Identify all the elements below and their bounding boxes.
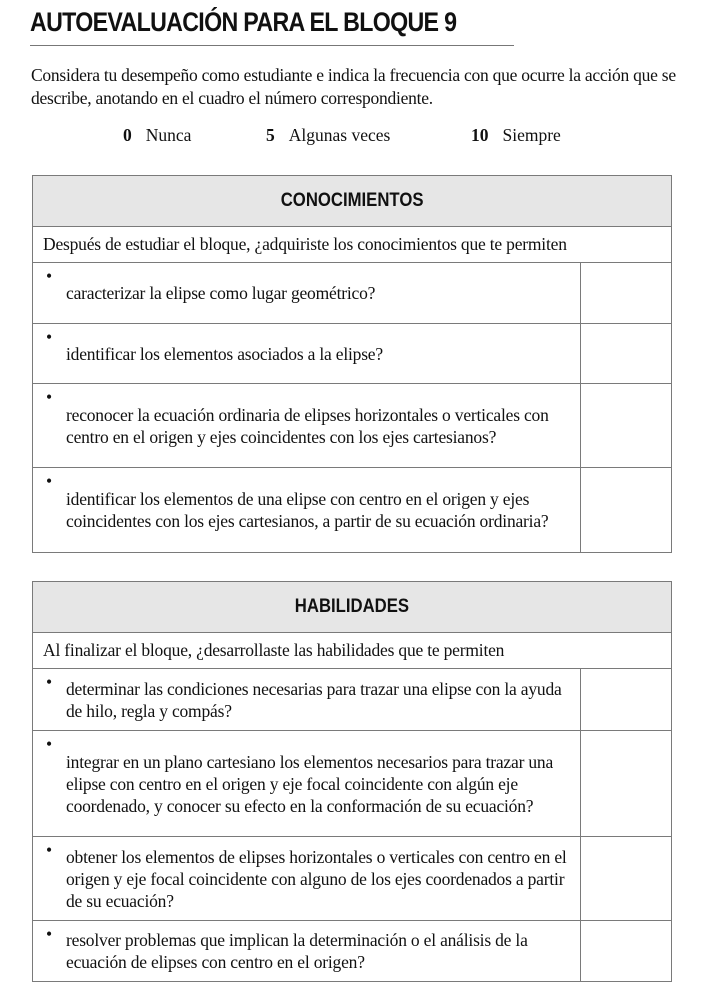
answer-box[interactable] [581,669,671,730]
item-text-cell [33,731,581,836]
table-row [33,731,671,837]
table-row [33,921,671,981]
answer-box[interactable] [581,384,671,467]
habilidades-prompt: Al finalizar el bloque, ¿desarrollaste las habilidades que te permiten [33,633,671,669]
bullet-icon: • [46,266,52,286]
table-row [33,669,671,731]
item-text-cell [33,837,581,920]
scale-value: 5 [266,125,275,145]
table-row [33,324,671,384]
title-underline [30,45,514,46]
bullet-icon: • [46,471,52,491]
bullet-icon: • [46,924,52,944]
answer-box[interactable] [581,324,671,383]
instructions-paragraph: Considera tu desempeño como estudiante e indica la frecuencia con que ocurre la acción que se describe, anotando en el cuadro el número correspondiente. [31,65,676,108]
page-title: AUTOEVALUACIÓN PARA EL BLOQUE 9 [30,7,457,37]
bullet-icon: • [46,387,52,407]
bullet-icon: • [46,327,52,347]
item-text: obtener los elementos de elipses horizontales o verticales con centro en el origen y eje focal coincidente con alguno de los ejes coordenados a partir de su ecuación? [66,846,567,911]
item-text: caracterizar la elipse como lugar geométrico? [66,283,376,303]
answer-box[interactable] [581,263,671,323]
section-title: HABILIDADES [294,596,410,617]
table-row [33,263,671,324]
item-text-cell [33,384,581,467]
habilidades-heading [33,582,671,633]
answer-box[interactable] [581,837,671,920]
table-row [33,468,671,552]
scale-value: 0 [123,125,132,145]
answer-box[interactable] [581,468,671,552]
item-text: identificar los elementos asociados a la elipse? [66,343,383,364]
item-text: determinar las condiciones necesarias para trazar una elipse con la ayuda de hilo, regla y compás? [66,678,562,721]
conocimientos-heading [33,176,671,227]
item-text-cell [33,921,581,981]
item-text: resolver problemas que implican la determinación o el análisis de la ecuación de elipses con centro en el origen? [66,930,528,972]
item-text-cell [33,468,581,552]
conocimientos-prompt: Después de estudiar el bloque, ¿adquiriste los conocimientos que te permiten [33,227,671,263]
scale-option-never [123,125,191,146]
item-text: integrar en un plano cartesiano los elementos necesarios para trazar una elipse con centro en el origen y eje focal coincidente con algún eje coordenado, y conocer su efecto en la conformación de su ecuación? [66,751,554,816]
item-text-cell [33,263,581,323]
item-text-cell [33,669,581,730]
section-title: CONOCIMIENTOS [280,190,424,211]
scale-label: Algunas veces [288,125,391,145]
habilidades-table [32,581,672,982]
bullet-icon: • [46,672,52,692]
scale-label: Nunca [145,125,192,145]
item-text: identificar los elementos de una elipse con centro en el origen y ejes coincidentes con los ejes cartesianos, a partir de su ecuación ordinaria? [66,489,549,531]
scale-option-always [471,125,561,146]
item-text: reconocer la ecuación ordinaria de elipses horizontales o verticales con centro en el origen y ejes coincidentes con los ejes cartesianos? [66,404,549,447]
bullet-icon: • [46,734,52,754]
scale-value: 10 [471,125,489,145]
item-text-cell [33,324,581,383]
scale-option-sometimes [266,125,390,146]
table-row [33,384,671,468]
answer-box[interactable] [581,731,671,836]
bullet-icon: • [46,840,52,860]
table-row [33,837,671,921]
answer-box[interactable] [581,921,671,981]
conocimientos-table [32,175,672,553]
scale-label: Siempre [502,125,561,145]
